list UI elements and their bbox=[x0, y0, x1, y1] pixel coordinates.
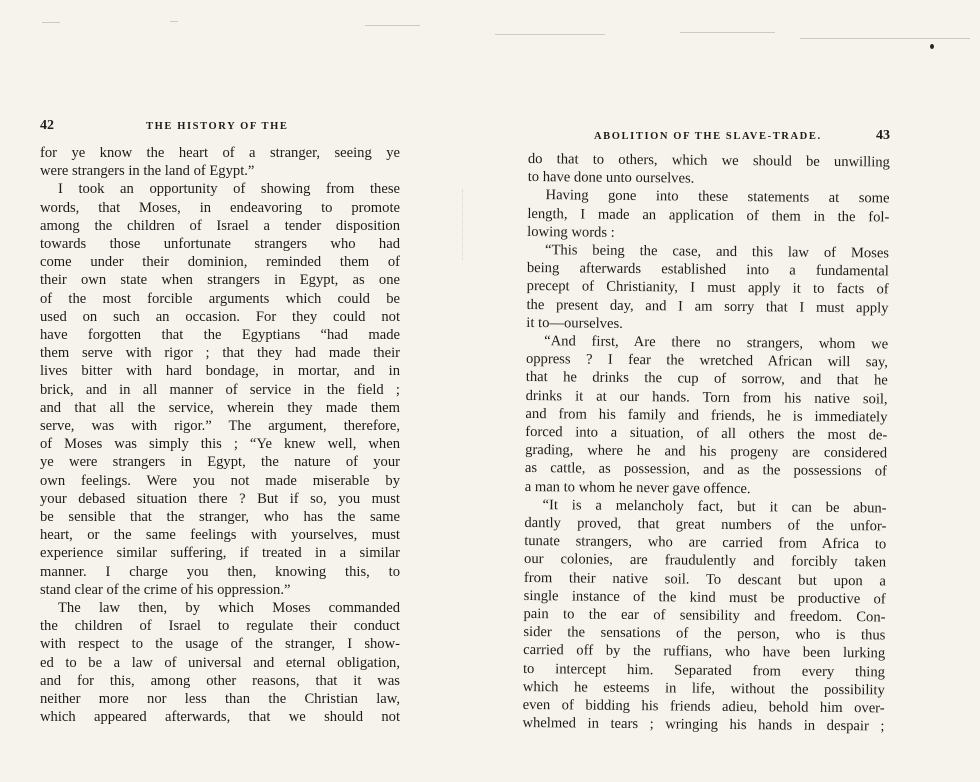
text-line: with respect to the usage of the stranger, I show- bbox=[40, 636, 400, 653]
text-line: even of bidding his friends adieu, behold him over- bbox=[522, 697, 885, 717]
text-line: single instance of the kind must be productive of bbox=[523, 587, 886, 608]
text-line: among the children of Israel a tender disposition bbox=[40, 217, 400, 234]
text-line: a man to whom he never gave offence. bbox=[524, 478, 751, 497]
text-line: of Moses was simply this ; “Ye knew well, when bbox=[40, 436, 400, 453]
text-line: the children of Israel to regulate their conduct bbox=[40, 618, 400, 635]
text-line: towards those unfortunate strangers who had bbox=[40, 236, 400, 253]
text-line: pain to the ear of sensibility and freedom. Con- bbox=[523, 606, 886, 626]
text-line: which he esteems in life, without the possibility bbox=[522, 678, 885, 699]
text-line: as cattle, as possession, and as the possessions of bbox=[524, 460, 888, 480]
text-line: stand clear of the crime of his oppression.” bbox=[40, 581, 291, 598]
text-line: that he drinks the cup of sorrow, and that he bbox=[525, 369, 888, 389]
text-line: have forgotten that the Egyptians “had made bbox=[40, 327, 400, 344]
text-line: your debased situation there ? But if so, you must bbox=[40, 490, 400, 507]
running-head bbox=[528, 128, 890, 148]
text-line: own feelings. Were you not made miserable by bbox=[40, 472, 400, 489]
scan-artifact-line bbox=[680, 32, 775, 33]
page-body-text bbox=[522, 150, 890, 736]
page-number: 43 bbox=[876, 128, 890, 143]
text-line: drinks it at our hands. Torn from his native soil, bbox=[525, 387, 888, 408]
left-page bbox=[40, 118, 400, 727]
text-line: length, I made an application of them in the fol- bbox=[527, 205, 890, 226]
text-line: brick, and in all manner of service in the field ; bbox=[40, 381, 400, 398]
scan-artifact-line bbox=[495, 34, 605, 35]
page-gutter bbox=[462, 190, 467, 260]
text-line: to have done unto ourselves. bbox=[527, 169, 695, 187]
text-line: do that to others, which we should be unwilling bbox=[527, 150, 890, 171]
text-line: serve, was with rigor.” The argument, therefore, bbox=[40, 418, 400, 435]
scan-artifact-line bbox=[42, 22, 60, 23]
text-line: be sensible that the stranger, who has the same bbox=[40, 509, 400, 526]
page-number: 42 bbox=[40, 118, 54, 133]
text-line: ye were strangers in Egypt, the nature of your bbox=[40, 454, 400, 471]
text-line: precept of Christianity, I must apply it to facts of bbox=[526, 278, 889, 298]
text-line: manner. I charge you then, knowing this, to bbox=[40, 563, 400, 580]
text-line: them serve with rigor ; that they had made their bbox=[40, 345, 400, 362]
text-line: were strangers in the land of Egypt.” bbox=[40, 163, 255, 180]
text-line: lowing words : bbox=[527, 223, 615, 241]
text-line: forced into a situation, of all others the most de- bbox=[525, 424, 888, 444]
text-line: dantly proved, that great numbers of the unfor- bbox=[524, 515, 887, 535]
text-line: their own state when strangers in Egypt, as one bbox=[40, 272, 400, 289]
running-head-title: THE HISTORY OF THE bbox=[146, 121, 289, 132]
text-line: oppress ? I fear the wretched African will say, bbox=[525, 351, 889, 371]
text-line: “And first, Are there no strangers, whom we bbox=[544, 333, 889, 353]
text-line: heart, or the same feelings with yourselves, must bbox=[40, 527, 400, 544]
page-body-text bbox=[40, 144, 400, 727]
text-line: from their native soil. To descant but upon a bbox=[523, 569, 886, 590]
text-line: come under their dominion, reminded them of bbox=[40, 254, 400, 271]
text-line: our colonies, are fraudulently and forcibly taken bbox=[523, 551, 887, 571]
text-line: lives bitter with hard bondage, in mortar, and in bbox=[40, 363, 400, 380]
text-line: for ye know the heart of a stranger, seeing ye bbox=[40, 145, 400, 161]
text-line: carried off by the ruffians, who have been lurking bbox=[523, 642, 886, 662]
running-head bbox=[40, 118, 400, 138]
text-line: the present day, and I am sorry that I must apply bbox=[526, 296, 889, 317]
ink-speck bbox=[930, 44, 934, 49]
text-line: words, that Moses, in endeavoring to promote bbox=[40, 199, 400, 216]
text-line: “This being the case, and this law of Moses bbox=[544, 242, 890, 262]
text-line: and that all the service, wherein they made them bbox=[40, 399, 400, 416]
text-line: ed to be a law of universal and eternal obligation, bbox=[40, 654, 400, 671]
text-line: experience similar suffering, if treated in a similar bbox=[40, 545, 400, 562]
text-line: grading, where he and his progeny are considered bbox=[525, 442, 888, 462]
text-line: being afterwards established into a fundamental bbox=[526, 260, 889, 280]
scan-artifact-line bbox=[800, 38, 970, 39]
text-line: and for this, among other reasons, that it was bbox=[40, 672, 400, 689]
text-line: tunate strangers, who are carried from Africa to bbox=[524, 533, 887, 553]
right-page bbox=[522, 128, 890, 735]
text-line: I took an opportunity of showing from these bbox=[58, 181, 400, 198]
running-head-title: ABOLITION OF THE SLAVE-TRADE. bbox=[594, 131, 822, 142]
text-line: Having gone into these statements at some bbox=[545, 187, 890, 207]
scan-artifact-line bbox=[170, 21, 178, 22]
text-line: and from his family and friends, he is immediately bbox=[525, 405, 888, 426]
text-line: of the most forcible arguments which could be bbox=[40, 290, 400, 307]
text-line: sider the sensations of the person, who is thus bbox=[523, 624, 886, 644]
text-line: which appeared afterwards, that we should not bbox=[40, 709, 400, 726]
text-line: whelmed in tears ; wringing his hands in despair ; bbox=[522, 715, 885, 735]
text-line: to intercept him. Separated from every thing bbox=[522, 660, 886, 681]
text-line: “It is a melancholy fact, but it can be abun- bbox=[542, 497, 887, 517]
text-line: used on such an occasion. For they could not bbox=[40, 308, 400, 325]
text-line: it to—ourselves. bbox=[526, 314, 623, 332]
text-line: The law then, by which Moses commanded bbox=[58, 600, 400, 617]
scan-artifact-line bbox=[365, 25, 420, 26]
text-line: neither more nor less than the Christian law, bbox=[40, 691, 400, 708]
